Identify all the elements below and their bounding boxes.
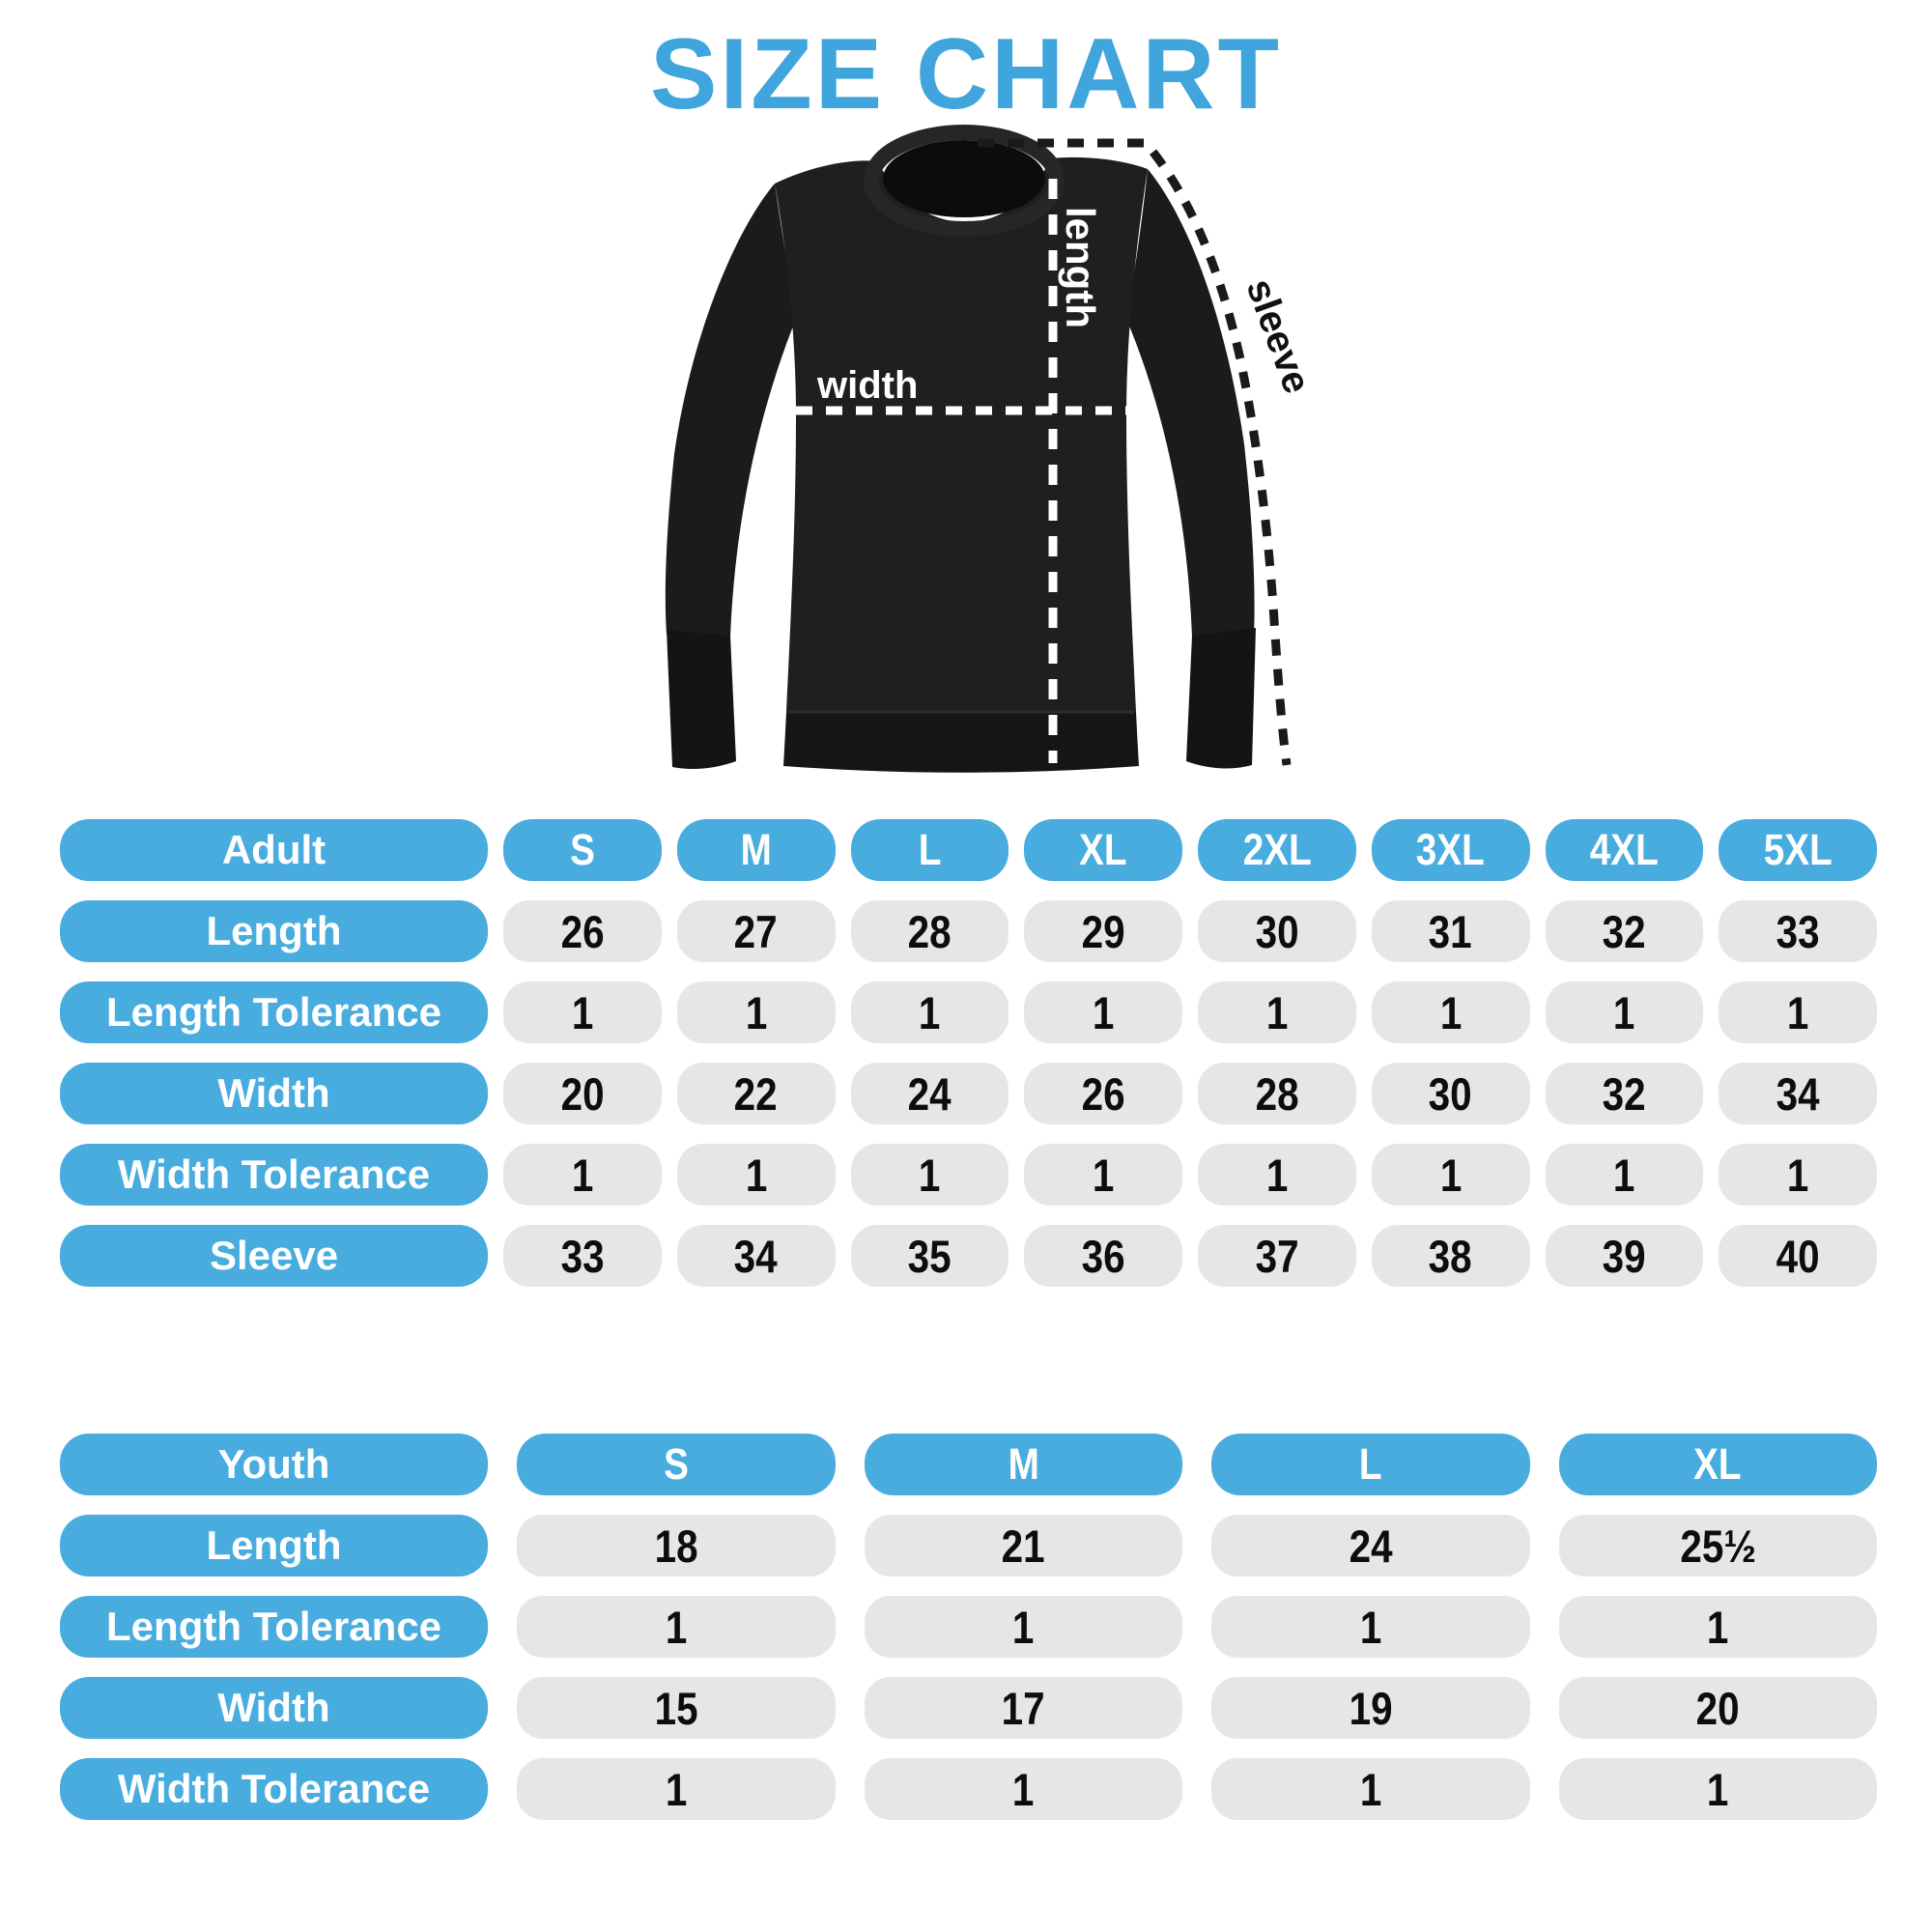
youth-row-label-length-tolerance-text: Length Tolerance xyxy=(106,1604,441,1649)
adult-value-cell-text: 37 xyxy=(1255,1230,1299,1282)
adult-value-cell xyxy=(503,900,662,962)
youth-value-cell-text: 1 xyxy=(1012,1601,1035,1653)
adult-value-cell xyxy=(1719,1144,1877,1206)
adult-value-cell xyxy=(1024,1225,1182,1287)
adult-table-title-text: Adult xyxy=(221,827,327,872)
adult-row-label-width-tolerance-text: Width Tolerance xyxy=(117,1151,431,1197)
youth-value-cell-text: 1 xyxy=(1707,1601,1729,1653)
page-title: SIZE CHART xyxy=(650,18,1282,130)
adult-value-cell-text: 27 xyxy=(734,905,779,957)
adult-value-cell-text: 39 xyxy=(1602,1230,1646,1282)
adult-value-cell-text: 1 xyxy=(571,986,594,1038)
youth-size-header-m xyxy=(865,1434,1183,1495)
adult-value-cell xyxy=(851,1225,1009,1287)
youth-value-cell xyxy=(517,1758,836,1820)
adult-value-cell xyxy=(503,1144,662,1206)
adult-value-cell-text: 33 xyxy=(1776,905,1820,957)
youth-size-header-l-text: L xyxy=(1358,1439,1382,1489)
adult-size-header-3xl xyxy=(1372,819,1530,881)
youth-value-cell xyxy=(1211,1515,1530,1577)
sweatshirt-right-cuff xyxy=(1186,628,1256,768)
youth-value-cell xyxy=(1559,1677,1878,1739)
youth-table-title xyxy=(60,1434,488,1495)
length-label: length xyxy=(1058,207,1103,328)
adult-value-cell-text: 1 xyxy=(1092,986,1115,1038)
adult-value-cell-text: 34 xyxy=(1776,1067,1820,1120)
youth-table-title-text: Youth xyxy=(217,1441,330,1487)
adult-table-title xyxy=(60,819,488,881)
youth-value-cell xyxy=(865,1515,1183,1577)
adult-value-cell-text: 1 xyxy=(1265,1149,1289,1201)
youth-value-cell xyxy=(1211,1596,1530,1658)
youth-size-table xyxy=(60,1434,1877,1820)
adult-value-cell xyxy=(1024,1144,1182,1206)
youth-row-label-length xyxy=(60,1515,488,1577)
adult-value-cell-text: 34 xyxy=(734,1230,779,1282)
adult-size-header-m-text: M xyxy=(740,825,772,874)
adult-value-cell xyxy=(1372,1144,1530,1206)
youth-value-cell-text: 25½ xyxy=(1679,1520,1756,1572)
adult-row-label-width-tolerance xyxy=(60,1144,488,1206)
youth-row-label-width-text: Width xyxy=(217,1685,330,1730)
adult-value-cell-text: 32 xyxy=(1602,905,1646,957)
youth-value-cell xyxy=(517,1596,836,1658)
adult-value-cell-text: 26 xyxy=(560,905,605,957)
sweatshirt-diagram xyxy=(522,85,1430,800)
youth-row-label-width xyxy=(60,1677,488,1739)
adult-value-cell-text: 31 xyxy=(1429,905,1473,957)
adult-value-cell xyxy=(1198,900,1356,962)
adult-value-cell xyxy=(1372,1063,1530,1124)
adult-value-cell xyxy=(1198,1063,1356,1124)
adult-value-cell-text: 26 xyxy=(1081,1067,1125,1120)
adult-value-cell xyxy=(1546,1144,1704,1206)
youth-size-header-m-text: M xyxy=(1008,1439,1039,1489)
sleeve-label: sleeve xyxy=(1237,273,1319,400)
youth-row-label-width-tolerance-text: Width Tolerance xyxy=(117,1766,431,1811)
youth-value-cell xyxy=(1559,1596,1878,1658)
youth-row-label-width-tolerance xyxy=(60,1758,488,1820)
adult-size-header-l xyxy=(851,819,1009,881)
youth-value-cell-text: 15 xyxy=(654,1682,698,1734)
sweatshirt-left-sleeve xyxy=(666,184,796,638)
adult-value-cell-text: 1 xyxy=(919,1149,941,1201)
adult-value-cell xyxy=(851,1144,1009,1206)
adult-value-cell xyxy=(1024,900,1182,962)
adult-value-cell-text: 1 xyxy=(1786,1149,1809,1201)
youth-value-cell-text: 24 xyxy=(1349,1520,1393,1572)
adult-value-cell xyxy=(677,1144,836,1206)
adult-value-cell xyxy=(1719,1225,1877,1287)
adult-row-label-length-text: Length xyxy=(206,908,342,953)
adult-size-header-2xl xyxy=(1198,819,1356,881)
youth-value-cell xyxy=(865,1677,1183,1739)
adult-value-cell-text: 1 xyxy=(571,1149,594,1201)
youth-value-cell-text: 1 xyxy=(1707,1763,1729,1815)
adult-value-cell xyxy=(1372,900,1530,962)
youth-row-label-length-tolerance xyxy=(60,1596,488,1658)
youth-value-cell-text: 1 xyxy=(1359,1763,1381,1815)
adult-size-header-s-text: S xyxy=(569,825,595,874)
adult-value-cell xyxy=(503,981,662,1043)
adult-size-header-m xyxy=(677,819,836,881)
adult-value-cell xyxy=(851,981,1009,1043)
adult-row-label-width-text: Width xyxy=(217,1070,330,1116)
adult-value-cell xyxy=(1372,1225,1530,1287)
adult-value-cell xyxy=(1372,981,1530,1043)
youth-value-cell xyxy=(1559,1758,1878,1820)
youth-value-cell xyxy=(1559,1515,1878,1577)
adult-size-header-4xl-text: 4XL xyxy=(1589,825,1659,874)
sweatshirt-right-sleeve xyxy=(1126,169,1255,638)
adult-size-header-2xl-text: 2XL xyxy=(1242,825,1312,874)
adult-value-cell xyxy=(1024,981,1182,1043)
adult-value-cell-text: 29 xyxy=(1081,905,1125,957)
adult-value-cell-text: 24 xyxy=(907,1067,952,1120)
youth-size-header-s-text: S xyxy=(663,1439,689,1489)
youth-value-cell xyxy=(517,1677,836,1739)
adult-value-cell-text: 38 xyxy=(1429,1230,1473,1282)
youth-row-label-length-text: Length xyxy=(206,1522,342,1568)
adult-value-cell xyxy=(1719,1063,1877,1124)
adult-size-header-l-text: L xyxy=(918,825,942,874)
youth-size-header-l xyxy=(1211,1434,1530,1495)
adult-value-cell-text: 1 xyxy=(1092,1149,1115,1201)
adult-size-header-5xl-text: 5XL xyxy=(1763,825,1833,874)
adult-value-cell-text: 28 xyxy=(907,905,952,957)
adult-value-cell xyxy=(677,1063,836,1124)
adult-value-cell-text: 1 xyxy=(1786,986,1809,1038)
youth-value-cell-text: 19 xyxy=(1349,1682,1393,1734)
adult-value-cell xyxy=(677,981,836,1043)
youth-size-header-s xyxy=(517,1434,836,1495)
youth-size-header-xl xyxy=(1559,1434,1878,1495)
youth-value-cell xyxy=(865,1596,1183,1658)
sweatshirt-hem xyxy=(783,712,1139,773)
youth-value-cell-text: 1 xyxy=(1359,1601,1381,1653)
youth-value-cell xyxy=(517,1515,836,1577)
adult-value-cell-text: 1 xyxy=(1265,986,1289,1038)
adult-value-cell xyxy=(677,900,836,962)
adult-value-cell xyxy=(1198,1225,1356,1287)
youth-value-cell-text: 18 xyxy=(654,1520,698,1572)
youth-value-cell xyxy=(865,1758,1183,1820)
adult-value-cell-text: 1 xyxy=(1613,1149,1635,1201)
adult-row-label-length xyxy=(60,900,488,962)
adult-value-cell xyxy=(1024,1063,1182,1124)
adult-value-cell-text: 30 xyxy=(1429,1067,1473,1120)
adult-value-cell xyxy=(851,900,1009,962)
adult-value-cell xyxy=(1546,981,1704,1043)
adult-value-cell xyxy=(503,1063,662,1124)
adult-value-cell-text: 1 xyxy=(745,1149,767,1201)
adult-value-cell-text: 30 xyxy=(1255,905,1299,957)
adult-value-cell-text: 32 xyxy=(1602,1067,1646,1120)
adult-value-cell-text: 28 xyxy=(1255,1067,1299,1120)
adult-value-cell xyxy=(1546,1063,1704,1124)
adult-value-cell-text: 1 xyxy=(1613,986,1635,1038)
adult-value-cell-text: 22 xyxy=(734,1067,779,1120)
adult-value-cell-text: 1 xyxy=(745,986,767,1038)
youth-value-cell-text: 20 xyxy=(1695,1682,1740,1734)
sweatshirt-left-cuff xyxy=(667,630,736,769)
adult-value-cell xyxy=(851,1063,1009,1124)
youth-value-cell xyxy=(1211,1758,1530,1820)
adult-value-cell xyxy=(1198,981,1356,1043)
adult-value-cell xyxy=(1546,1225,1704,1287)
youth-value-cell-text: 1 xyxy=(665,1763,687,1815)
adult-size-table xyxy=(60,819,1877,1287)
adult-value-cell xyxy=(1719,900,1877,962)
adult-value-cell-text: 1 xyxy=(919,986,941,1038)
adult-value-cell xyxy=(503,1225,662,1287)
adult-value-cell xyxy=(677,1225,836,1287)
adult-value-cell-text: 1 xyxy=(1439,1149,1462,1201)
adult-value-cell-text: 35 xyxy=(907,1230,952,1282)
adult-size-header-s xyxy=(503,819,662,881)
adult-row-label-sleeve-text: Sleeve xyxy=(209,1233,339,1278)
adult-size-header-3xl-text: 3XL xyxy=(1416,825,1486,874)
adult-row-label-length-tolerance xyxy=(60,981,488,1043)
adult-value-cell xyxy=(1719,981,1877,1043)
adult-value-cell-text: 20 xyxy=(560,1067,605,1120)
youth-value-cell xyxy=(1211,1677,1530,1739)
adult-row-label-length-tolerance-text: Length Tolerance xyxy=(106,989,441,1035)
adult-value-cell xyxy=(1546,900,1704,962)
youth-value-cell-text: 17 xyxy=(1001,1682,1045,1734)
adult-size-header-xl-text: XL xyxy=(1079,825,1127,874)
adult-value-cell-text: 36 xyxy=(1081,1230,1125,1282)
neck-opening xyxy=(883,140,1045,217)
adult-row-label-sleeve xyxy=(60,1225,488,1287)
adult-size-header-5xl xyxy=(1719,819,1877,881)
adult-value-cell xyxy=(1198,1144,1356,1206)
youth-value-cell-text: 1 xyxy=(665,1601,687,1653)
adult-row-label-width xyxy=(60,1063,488,1124)
adult-size-header-xl xyxy=(1024,819,1182,881)
adult-size-header-4xl xyxy=(1546,819,1704,881)
adult-value-cell-text: 40 xyxy=(1776,1230,1820,1282)
adult-value-cell-text: 33 xyxy=(560,1230,605,1282)
youth-value-cell-text: 1 xyxy=(1012,1763,1035,1815)
youth-size-header-xl-text: XL xyxy=(1693,1439,1742,1489)
adult-value-cell-text: 1 xyxy=(1439,986,1462,1038)
youth-value-cell-text: 21 xyxy=(1001,1520,1045,1572)
width-label: width xyxy=(817,364,919,407)
